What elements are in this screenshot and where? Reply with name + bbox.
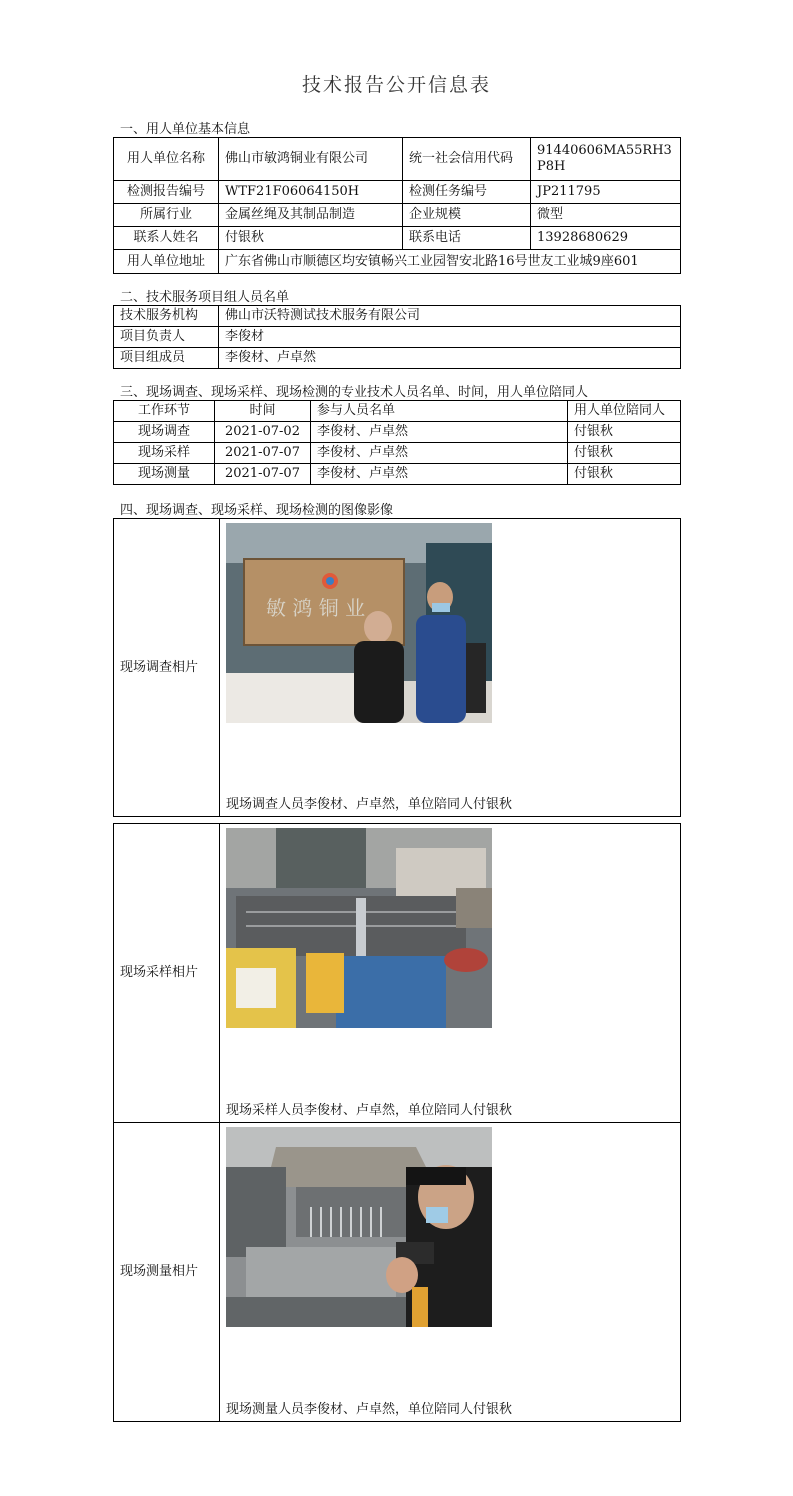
svg-text:敏 鸿 铜 业: 敏 鸿 铜 业	[266, 596, 366, 620]
cell: 现场测量	[114, 464, 215, 485]
cell-label: 项目负责人	[114, 327, 219, 348]
cell-value: 金属丝绳及其制品制造	[219, 204, 403, 227]
cell: 2021-07-02	[215, 422, 311, 443]
column-header: 工作环节	[114, 401, 215, 422]
cell: 付银秋	[568, 422, 681, 443]
cell-value: WTF21F06064150H	[219, 181, 403, 204]
section3-heading: 三、现场调查、现场采样、现场检测的专业技术人员名单、时间，用人单位陪同人	[120, 385, 589, 400]
sampling-photo	[226, 828, 492, 1028]
column-header: 用人单位陪同人	[568, 401, 681, 422]
survey-photo	[226, 523, 492, 723]
cell-label: 用人单位名称	[114, 138, 219, 181]
photo-cell	[220, 824, 681, 1123]
photo-table-survey	[113, 518, 681, 817]
cell-value: 付银秋	[219, 227, 403, 250]
section1-heading: 一、用人单位基本信息	[120, 122, 251, 137]
cell: 2021-07-07	[215, 464, 311, 485]
cell: 现场调查	[114, 422, 215, 443]
cell-value: 佛山市敏鸿铜业有限公司	[219, 138, 403, 181]
cell-label: 统一社会信用代码	[403, 138, 531, 181]
cell-label: 联系电话	[403, 227, 531, 250]
photo-cell	[220, 1123, 681, 1422]
cell-value: 李俊材	[219, 327, 681, 348]
address-value: 广东省佛山市顺德区均安镇畅兴工业园智安北路16号世友工业城9座601	[219, 250, 681, 274]
basic-info-table	[113, 137, 681, 274]
cell-label: 企业规模	[403, 204, 531, 227]
cell-label: 项目组成员	[114, 348, 219, 369]
page-title: 技术报告公开信息表	[301, 74, 491, 96]
cell-value: 微型	[531, 204, 681, 227]
cell: 付银秋	[568, 443, 681, 464]
section2-heading: 二、技术服务项目组人员名单	[120, 290, 290, 305]
schedule-table	[113, 400, 681, 485]
photo-caption: 现场采样人员李俊材、卢卓然，单位陪同人付银秋	[226, 1103, 513, 1118]
photo-caption: 现场测量人员李俊材、卢卓然，单位陪同人付银秋	[226, 1402, 513, 1417]
cell-label: 所属行业	[114, 204, 219, 227]
photo-label: 现场测量相片	[114, 1123, 220, 1422]
cell: 李俊材、卢卓然	[311, 464, 568, 485]
team-table	[113, 305, 681, 369]
cell-label: 检测报告编号	[114, 181, 219, 204]
cell: 李俊材、卢卓然	[311, 443, 568, 464]
cell: 现场采样	[114, 443, 215, 464]
column-header: 参与人员名单	[311, 401, 568, 422]
cell-value: JP211795	[531, 181, 681, 204]
section4-heading: 四、现场调查、现场采样、现场检测的图像影像	[120, 503, 394, 518]
photo-caption: 现场调查人员李俊材、卢卓然，单位陪同人付银秋	[226, 797, 513, 812]
cell-label: 联系人姓名	[114, 227, 219, 250]
cell-label: 技术服务机构	[114, 306, 219, 327]
cell: 2021-07-07	[215, 443, 311, 464]
cell-value: 91440606MA55RH3P8H	[531, 138, 681, 181]
photo-cell	[220, 519, 681, 817]
cell-value: 13928680629	[531, 227, 681, 250]
cell: 李俊材、卢卓然	[311, 422, 568, 443]
table-row	[114, 464, 681, 485]
cell: 付银秋	[568, 464, 681, 485]
photo-label: 现场调查相片	[114, 519, 220, 817]
table-row	[114, 443, 681, 464]
cell-value: 李俊材、卢卓然	[219, 348, 681, 369]
cell-label: 用人单位地址	[114, 250, 219, 274]
table-row	[114, 422, 681, 443]
column-header: 时间	[215, 401, 311, 422]
cell-label: 检测任务编号	[403, 181, 531, 204]
measurement-photo	[226, 1127, 492, 1327]
photo-label: 现场采样相片	[114, 824, 220, 1123]
cell-value: 佛山市沃特测试技术服务有限公司	[219, 306, 681, 327]
photo-table-sampling	[113, 823, 681, 1422]
